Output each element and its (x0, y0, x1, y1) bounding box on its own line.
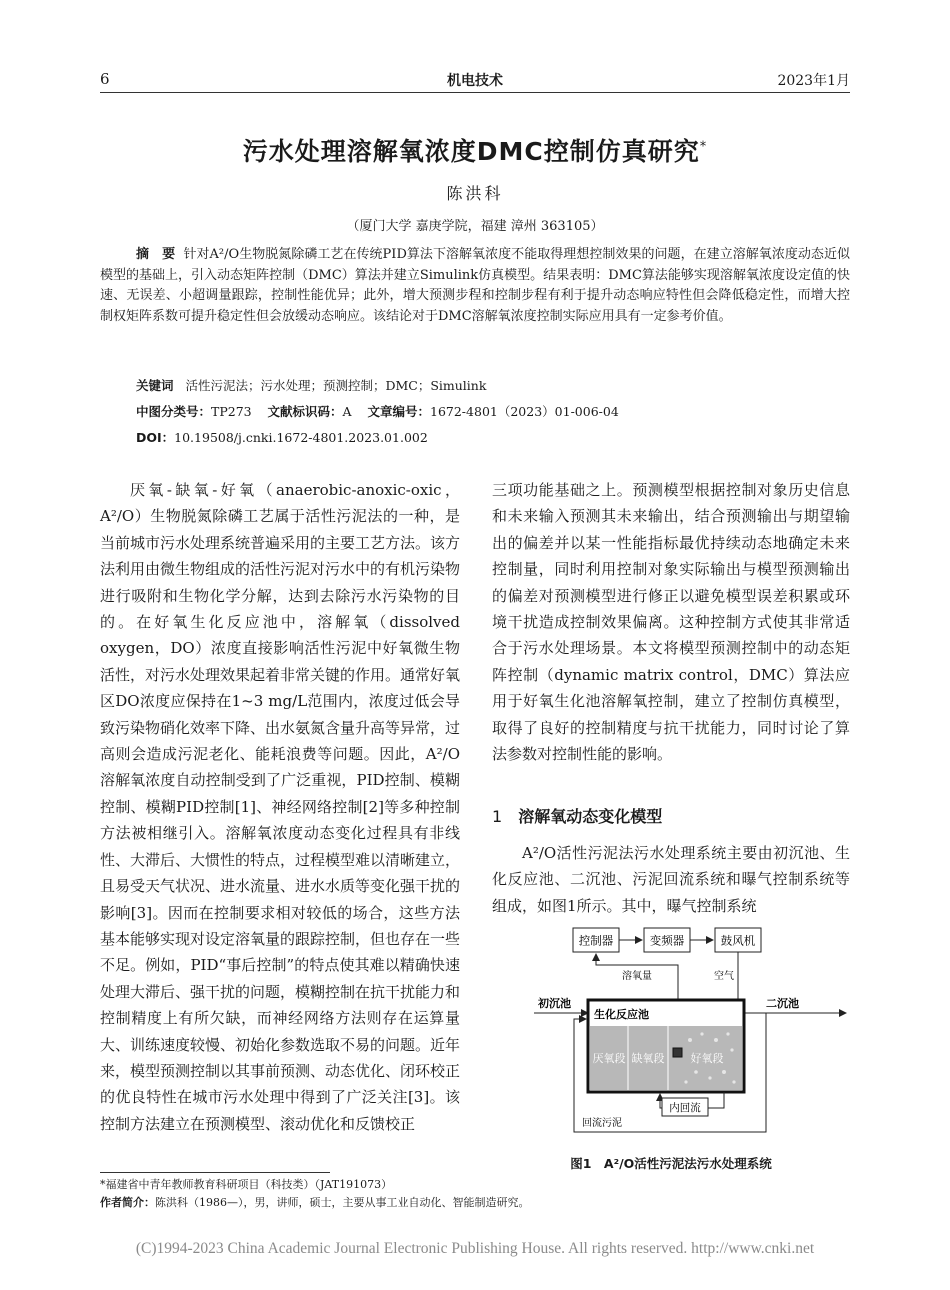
title-footnote-mark: * (699, 139, 708, 155)
journal-name: 机电技术 (447, 73, 503, 89)
keywords-text: 活性污泥法；污水处理；预测控制；DMC；Simulink (185, 378, 487, 393)
air-label: 空气 (714, 971, 734, 982)
footnote-rule (100, 1172, 330, 1173)
primary-clarifier-label: 初沉池 (538, 997, 571, 1010)
classification (136, 402, 619, 420)
clc-label: 中图分类号： (136, 404, 212, 419)
doc-code-value: A (342, 404, 352, 419)
author: 陈洪科 (446, 184, 504, 203)
do-sensor (673, 1048, 682, 1057)
aerobic-zone-label: 好氧段 (690, 1052, 724, 1065)
controller-label: 控制器 (578, 933, 614, 948)
inverter-label: 变频器 (649, 933, 685, 948)
section-1-number: 1 (492, 807, 503, 826)
header-rule (100, 92, 850, 93)
copyright-footer: (C)1994-2023 China Academic Journal Electronic Publishing House. All rights reserved. http://www.cnki.net (135, 1240, 815, 1257)
secondary-clarifier-label: 二沉池 (766, 997, 799, 1010)
figure-1-diagram (530, 922, 850, 1150)
doc-code-label: 文献标识码： (267, 404, 343, 419)
intro-continuation: 三项功能基础之上。预测模型根据控制对象历史信息和未来输入预测其未来输出，结合预测输出与期望输出的偏差并以某一性能指标最优持续动态地确定未来控制量，同时利用控制对象实际输出与模型预测输出的偏差对预测模型进行修正以避免模型误差积累或环境干扰造成控制效果偏离。这种控制方式使其非常适合于污水处理场景。本文将模型预测控制中的动态矩阵控制（dynamic matrix control，DMC）算法应用于好氧生化池溶解氧控制，建立了控制仿真模型，取得了良好的控制精度与抗干扰能力，同时讨论了算法参数对控制性能的影响。 (492, 481, 850, 764)
abstract-label: 摘 要 (136, 247, 176, 262)
do-label: 溶氧量 (622, 971, 652, 982)
paper-title-text: 污水处理溶解氧浓度DMC控制仿真研究 (242, 137, 700, 166)
body-right-column (492, 477, 850, 767)
author-bio (100, 1194, 530, 1210)
anaerobic-zone-label: 厌氧段 (592, 1052, 626, 1065)
affiliation: （厦门大学 嘉庚学院，福建 漳州 363105） (346, 219, 604, 234)
author-bio-label: 作者简介： (100, 1196, 155, 1209)
section-1-paragraph: A²/O活性污泥法污水处理系统主要由初沉池、生化反应池、二沉池、污泥回流系统和曝气控制系统等组成，如图1所示。其中，曝气控制系统 (492, 844, 850, 915)
section-1-heading (492, 804, 662, 827)
paper-title (0, 132, 950, 168)
article-number-label: 文章编号： (367, 404, 430, 419)
sludge-return-label: 回流污泥 (582, 1118, 622, 1129)
keywords (136, 376, 486, 394)
issue-date: 2023年1月 (777, 73, 850, 89)
fund-footnote: *福建省中青年教师教育科研项目（科技类）（JAT191073） (100, 1178, 393, 1191)
body-left-column (100, 477, 460, 1137)
keywords-label: 关键词 (136, 378, 174, 393)
doi-value: 10.19508/j.cnki.1672-4801.2023.01.002 (174, 430, 428, 445)
intro-paragraph: 厌氧-缺氧-好氧（anaerobic-anoxic-oxic，A²/O）生物脱氮除磷工艺属于活性污泥法的一种，是当前城市污水处理系统普遍采用的主要工艺方法。该方法利用由微生物组成的活性污泥对污水中的有机污染物进行吸附和生物化学分解，达到去除污水污染物的目的。在好氧生化反应池中，溶解氧（dissolved oxygen，DO）浓度直接影响活性污泥中好氧微生物活性，对污水处理效果起着非常关键的作用。通常好氧区DO浓度应保持在1~3 mg/L范围内，浓度过低会导致污染物硝化效率下降、出水氨氮含量升高等异常，过高则会造成污泥老化、能耗浪费等问题。因此，A²/O溶解氧浓度自动控制受到了广泛重视，PID控制、模糊控制、模糊PID控制[1]、神经网络控制[2]等多种控制方法被相继引入。溶解氧浓度动态变化过程具有非线性、大滞后、大惯性的特点，过程模型难以清晰建立，且易受天气状况、进水流量、进水水质等变化强干扰的影响[3]。因而在控制要求相对较低的场合，这些方法基本能够实现对设定溶氧量的跟踪控制，但也存在一些不足。例如，PID“事后控制”的特点使其难以精确快速处理大滞后、强干扰的问题，模糊控制在抗干扰能力和控制精度上有所欠缺，而神经网络方法则存在运算量大、训练速度较慢、初始化参数选取不易的问题。近年来，模型预测控制以其事前预测、动态优化、闭环校正的优良特性在城市污水处理中得到了广泛关注[3]。该控制方法建立在预测模型、滚动优化和反馈校正 (100, 481, 461, 1133)
reactor-label: 生化反应池 (594, 1008, 649, 1021)
doi-label: DOI： (136, 430, 175, 445)
anoxic-zone-label: 缺氧段 (631, 1052, 665, 1065)
section-1-body (492, 840, 850, 919)
figure-1-caption: 图1 A²/O活性污泥法污水处理系统 (570, 1156, 772, 1171)
section-1-title: 溶解氧动态变化模型 (518, 807, 663, 826)
abstract (100, 245, 850, 327)
doi (136, 428, 428, 446)
blower-label: 鼓风机 (720, 933, 756, 948)
author-bio-text: 陈洪科（1986—），男，讲师，硕士，主要从事工业自动化、智能制造研究。 (155, 1196, 530, 1209)
internal-return-label: 内回流 (669, 1102, 701, 1114)
article-number-value: 1672-4801（2023）01-006-04 (430, 404, 619, 419)
abstract-text: 针对A²/O生物脱氮除磷工艺在传统PID算法下溶解氧浓度不能取得理想控制效果的问题，在建立溶解氧浓度动态近似模型的基础上，引入动态矩阵控制（DMC）算法并建立Simulink仿真模型。结果表明：DMC算法能够实现溶解氧浓度设定值的快速、无误差、小超调量跟踪，控制性能优异；此外，增大预测步程和控制步程有利于提升动态响应特性但会降低稳定性，而增大控制权矩阵系数可提升稳定性但会放缓动态响应。该结论对于DMC溶解氧浓度控制实际应用具有一定参考价值。 (100, 247, 850, 324)
clc-value: TP273 (211, 404, 252, 419)
page-number: 6 (100, 70, 110, 88)
